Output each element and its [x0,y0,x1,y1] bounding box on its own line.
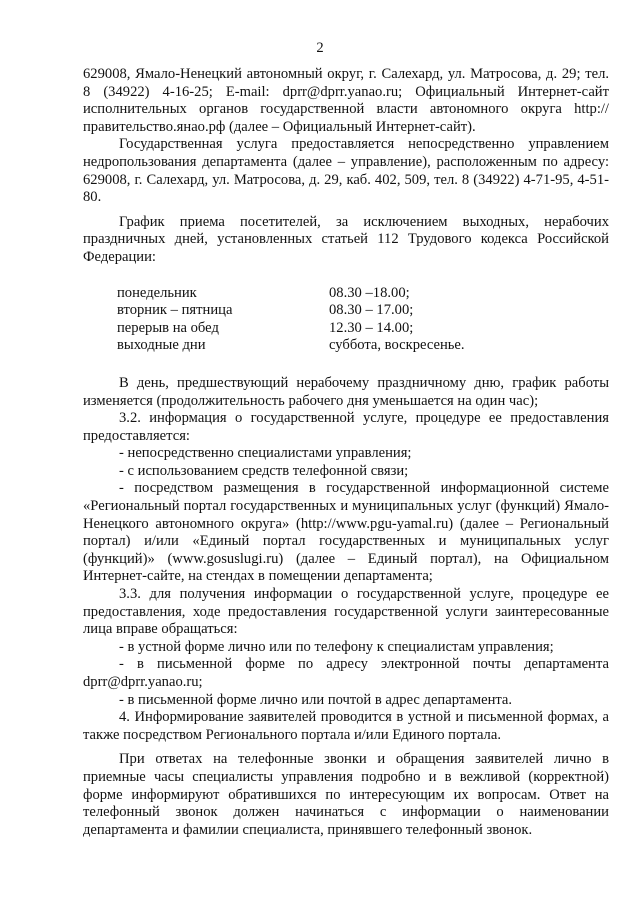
schedule-time: 12.30 – 14.00; [329,319,414,336]
paragraph-phone-answers: При ответах на телефонные звонки и обращения заявителей лично в приемные часы специалисты управления подробно и в вежливой (корректной) форме информируют обратившихся по интересующим их вопросам. Ответ на телефонный звонок должен начинаться с информации о наименовании департамента и фамилии специалиста, принявшего телефонный звонок. [83,751,609,838]
paragraph-schedule-intro: График приема посетителей, за исключением выходных, нерабочих праздничных дней, установленных статьей 112 Трудового кодекса Российской Федерации: [83,213,609,265]
list-item: - непосредственно специалистами управления; [119,445,412,462]
list-item: - в письменной форме по адресу электронной почты департамента dprr@dprr.yanao.ru; [83,656,609,690]
list-item: - в устной форме лично или по телефону к специалистам управления; [119,638,554,655]
schedule-row [117,337,609,355]
schedule-table [117,285,609,355]
paragraph-3-3: 3.3. для получения информации о государственной услуге, процедуре ее предоставления, ходе предоставления государственной услуги заинтересованные лица вправе обращаться: [83,586,609,638]
paragraph-address: 629008, Ямало-Ненецкий автономный округ, г. Салехард, ул. Матросова, д. 29; тел. 8 (34922) 4-16-25; E-mail: dprr@dprr.yanao.ru; Официальный Интернет-сайт исполнительных органов государственной власти автономного округа http://правительство.янао.рф (далее – Официальный Интернет-сайт). [83,66,609,135]
list-item: - в письменной форме лично или почтой в адрес департамента. [119,691,513,708]
list-item: - с использованием средств телефонной связи; [119,462,409,479]
schedule-day: выходные дни [117,337,206,354]
schedule-row [117,285,609,303]
paragraph-pre-holiday: В день, предшествующий нерабочему праздничному дню, график работы изменяется (продолжительность рабочего дня уменьшается на один час); [83,374,609,409]
schedule-day: вторник – пятница [117,302,233,319]
schedule-time: 08.30 – 17.00; [329,302,414,319]
document-body [83,66,609,839]
page-number: 2 [316,40,324,56]
schedule-day: перерыв на обед [117,319,219,336]
paragraph-3-2: 3.2. информация о государственной услуге, процедуре ее предоставления предоставляется: [83,410,609,444]
schedule-day: понедельник [117,284,197,301]
paragraph-4: 4. Информирование заявителей проводится в устной и письменной формах, а также посредством Регионального портала и/или Единого портала. [83,709,609,743]
schedule-time: 08.30 –18.00; [329,284,410,301]
paragraph-service-provider: Государственная услуга предоставляется непосредственно управлением недропользования департамента (далее – управление), расположенным по адресу: 629008, г. Салехард, ул. Матросова, д. 29, каб. 402, 509, тел. 8 (34922) 4-71-95, 4-51-80. [83,136,609,206]
list-item: - посредством размещения в государственной информационной системе «Региональный портал государственных и муниципальных услуг (функций) Ямало-Ненецкого автономного округа» (http://www.pgu-yamal.ru) (далее – Региональный портал) и/или «Единый портал государственных и муниципальных услуг (функций)» (www.gosuslugi.ru) (далее – Единый портал), на Официальном Интернет-сайте, на стендах в помещении департамента; [83,480,609,585]
schedule-time: суббота, воскресенье. [329,337,465,354]
schedule-row [117,302,609,320]
schedule-row [117,320,609,338]
